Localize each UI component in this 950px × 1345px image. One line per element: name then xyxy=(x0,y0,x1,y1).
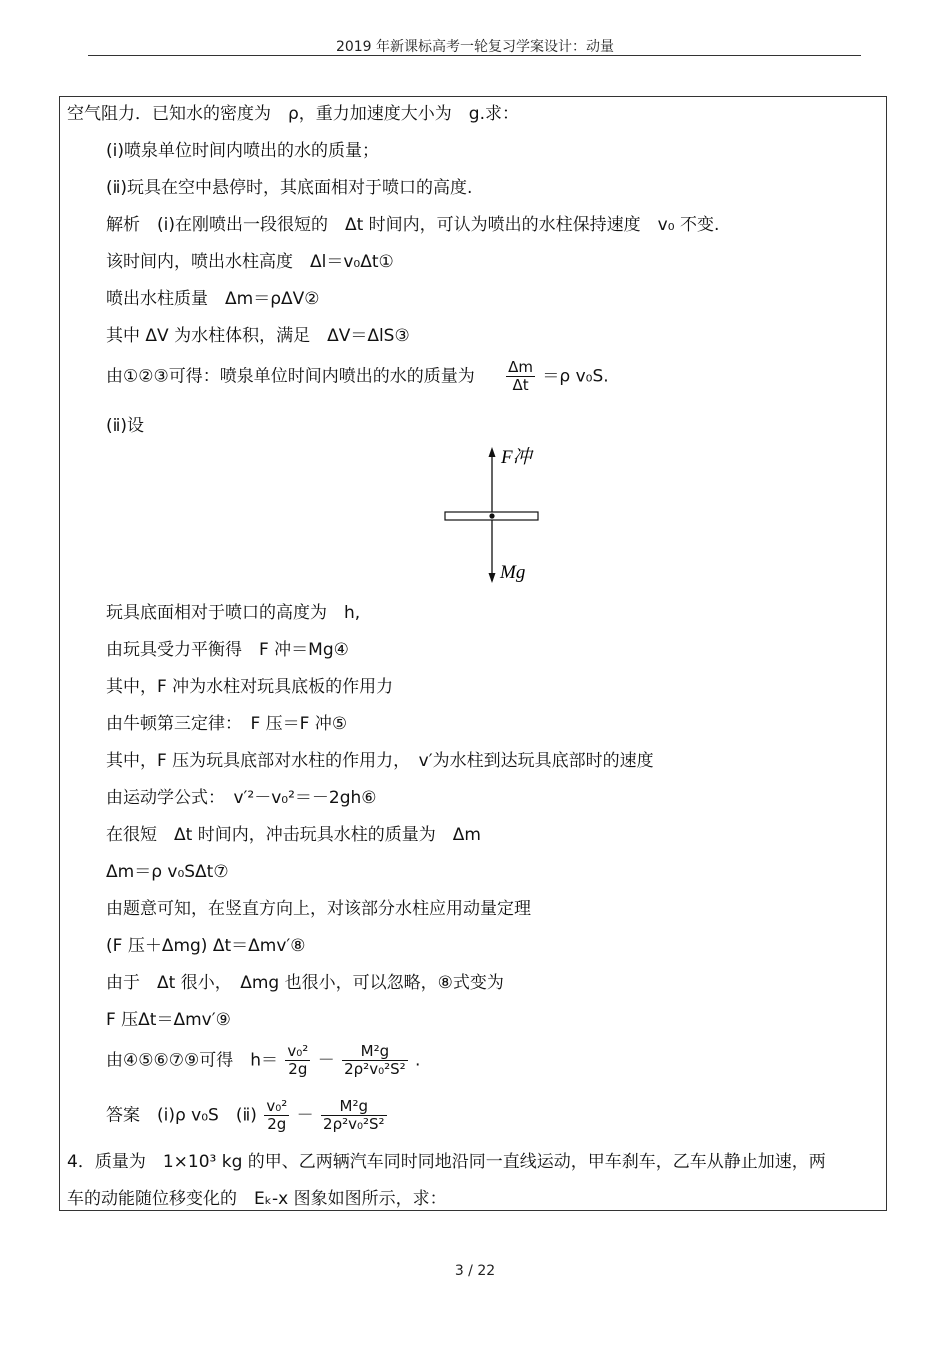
result-value: ＝ρ v₀S. xyxy=(542,366,609,387)
fraction-denominator: 2g xyxy=(267,1115,287,1133)
result-text: 由①②③可得：喷泉单位时间内喷出的水的质量为 xyxy=(106,366,475,387)
note-f-ya: 其中，F 压为玩具底部对水柱的作用力， v′为水柱到达玩具底部时的速度 xyxy=(106,751,654,771)
note-f-chong: 其中，F 冲为水柱对玩具底板的作用力 xyxy=(106,677,394,697)
fraction-denominator: 2ρ²v₀²S² xyxy=(344,1060,406,1078)
answer-text: 答案 (ⅰ)ρ v₀S (ⅱ) xyxy=(106,1105,257,1126)
page-number: 3 / 22 xyxy=(454,1263,496,1279)
equation-9: F 压Δt＝Δmv′⑨ xyxy=(106,1010,231,1030)
center-point xyxy=(489,513,494,518)
force-diagram xyxy=(440,443,550,588)
minus-sign: － xyxy=(296,1105,314,1126)
approximation-line: 由于 Δt 很小， Δmg 也很小，可以忽略，⑧式变为 xyxy=(106,973,504,993)
page-header: 2019 年新课标高考一轮复习学案设计：动量 xyxy=(335,39,615,55)
arrow-down-icon xyxy=(489,573,496,583)
equation-5: 由牛顿第三定律： F 压＝F 冲⑤ xyxy=(106,714,348,734)
equation-2: 喷出水柱质量 Δm＝ρΔV② xyxy=(106,289,320,309)
equation-4: 由玩具受力平衡得 F 冲＝Mg④ xyxy=(106,640,349,660)
content-box xyxy=(59,96,887,1211)
question-4: 4．质量为 1×10³ kg 的甲、乙两辆汽车同时同地沿同一直线运动，甲车刹车，乙车从静止加速，两 xyxy=(67,1152,826,1172)
force-down-label: Mg xyxy=(500,562,526,583)
fraction-numerator: v₀² xyxy=(287,1042,309,1060)
fraction-numerator: M²g xyxy=(321,1098,387,1116)
fraction-v0sq-2g xyxy=(264,1098,289,1133)
fraction-numerator: M²g xyxy=(342,1043,408,1061)
answer-line xyxy=(106,1098,389,1133)
question-ii: (ⅱ)玩具在空中悬停时，其底面相对于喷口的高度. xyxy=(106,178,473,198)
fraction-denominator: Δt xyxy=(512,376,529,394)
solution-start: 解析 (ⅰ)在刚喷出一段很短的 Δt 时间内，可认为喷出的水柱保持速度 v₀ 不变. xyxy=(106,215,720,235)
fraction-dm-dt xyxy=(506,359,535,394)
text-line: 空气阻力．已知水的密度为 ρ，重力加速度大小为 g.求： xyxy=(67,104,519,124)
result-line-i xyxy=(106,359,609,394)
fraction-numerator: v₀² xyxy=(266,1097,288,1115)
equation-7: Δm＝ρ v₀SΔt⑦ xyxy=(106,862,229,882)
fraction-m2g xyxy=(342,1043,408,1078)
equation-1: 该时间内，喷出水柱高度 Δl＝v₀Δt① xyxy=(106,252,394,272)
fraction-denominator: 2ρ²v₀²S² xyxy=(323,1115,385,1133)
fraction-m2g xyxy=(321,1098,387,1133)
height-def: 玩具底面相对于喷口的高度为 h, xyxy=(106,603,361,623)
momentum-theorem-line: 由题意可知，在竖直方向上，对该部分水柱应用动量定理 xyxy=(106,899,531,919)
header-rule xyxy=(88,55,861,56)
equation-8: (F 压＋Δmg) Δt＝Δmv′⑧ xyxy=(106,936,306,956)
question-4-cont: 车的动能随位移变化的 Eₖ-x 图象如图所示，求： xyxy=(67,1189,447,1209)
fraction-numerator: Δm xyxy=(508,358,534,376)
force-up-label: F冲 xyxy=(501,447,532,468)
question-i: (ⅰ)喷泉单位时间内喷出的水的质量； xyxy=(106,141,379,161)
period: . xyxy=(415,1050,421,1071)
part-ii-start: (ⅱ)设 xyxy=(106,416,145,436)
arrow-up-icon xyxy=(489,447,496,457)
result-h-text: 由④⑤⑥⑦⑨可得 h＝ xyxy=(106,1050,278,1071)
mass-line: 在很短 Δt 时间内，冲击玩具水柱的质量为 Δm xyxy=(106,825,481,845)
result-line-ii xyxy=(106,1043,420,1078)
equation-3: 其中 ΔV 为水柱体积，满足 ΔV＝ΔlS③ xyxy=(106,326,410,346)
equation-6: 由运动学公式： v′²－v₀²＝－2gh⑥ xyxy=(106,788,377,808)
minus-sign: － xyxy=(317,1050,335,1071)
fraction-v0sq-2g xyxy=(285,1043,310,1078)
fraction-denominator: 2g xyxy=(288,1060,308,1078)
